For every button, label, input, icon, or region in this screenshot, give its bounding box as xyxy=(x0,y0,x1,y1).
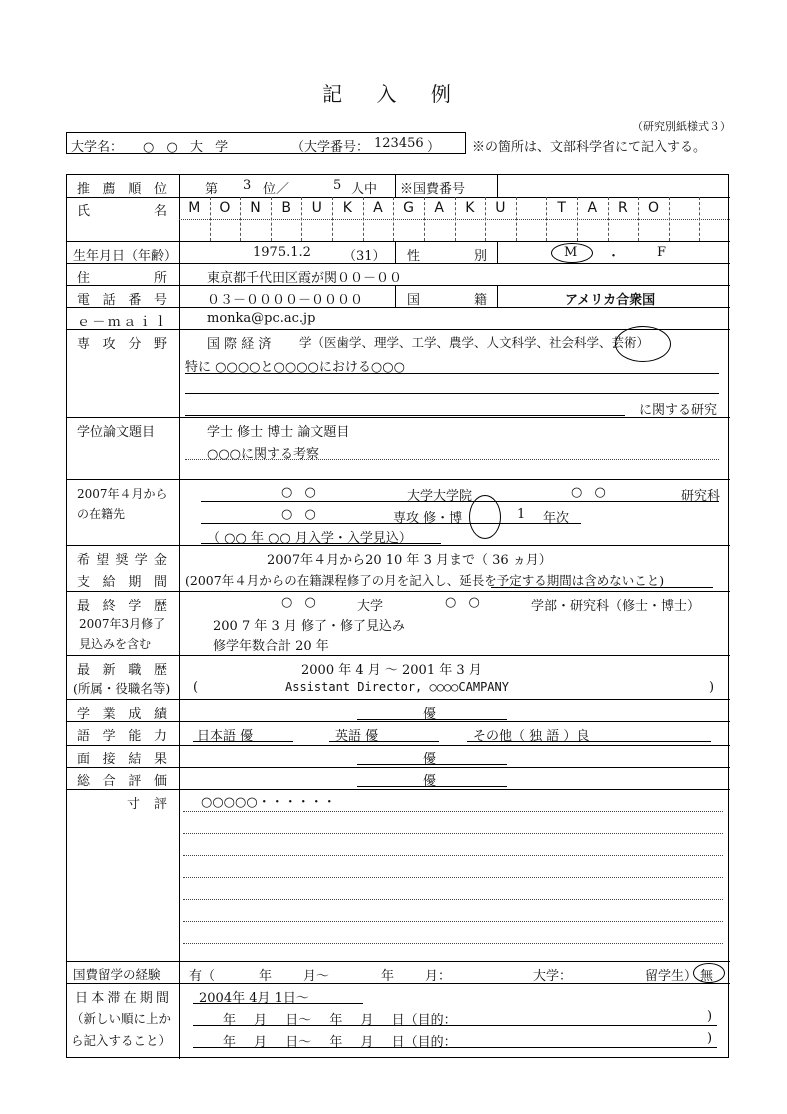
gov-exp-year2: 年 xyxy=(381,969,395,984)
name-cell-divider xyxy=(210,197,211,241)
sex-separator: ・ xyxy=(607,249,621,264)
name-cell-divider xyxy=(699,197,700,241)
stay-label-line2: （新しい順に上か xyxy=(71,1011,172,1026)
univ-number-close: ） xyxy=(427,140,441,155)
name-letter-cell[interactable]: O xyxy=(647,200,659,216)
name-cell-divider xyxy=(424,197,425,241)
email-label: ｅ－ｍａｉｌ xyxy=(77,315,167,330)
language-en[interactable]: 英語 優 xyxy=(335,729,379,744)
major-suffix: 学（医歯学、理学、工学、農学、人文科学、社会科学、芸術） xyxy=(299,335,650,350)
name-cell-divider xyxy=(240,197,241,241)
name-letter-cell[interactable]: R xyxy=(617,200,628,216)
name-letter-cell[interactable]: B xyxy=(281,200,291,216)
gov-exp-student: 留学生） xyxy=(645,969,698,984)
job-label-line1: 最新職歴 xyxy=(77,663,167,678)
name-cell-divider xyxy=(638,197,639,241)
job-role-open: ( xyxy=(193,680,199,695)
interview-value[interactable]: 優 xyxy=(423,752,437,767)
field-selected-circle xyxy=(615,326,671,362)
name-letter-cell[interactable]: K xyxy=(342,200,352,216)
name-letter-cell[interactable]: G xyxy=(403,200,414,216)
name-cell-divider xyxy=(455,197,456,241)
edu-label-line2: 2007年3月修了 xyxy=(79,617,166,631)
enroll-univ-suffix: 大学大学院 xyxy=(407,489,473,504)
overall-label: 総合評価 xyxy=(77,774,167,789)
nationality-label: 国籍 xyxy=(407,293,487,308)
name-letter-cell[interactable]: M xyxy=(188,200,201,216)
major-field[interactable]: 国 際 経 済 xyxy=(207,337,272,352)
gov-exp-univ: 大学： xyxy=(533,969,573,984)
birth-label: 生年月日（年齢） xyxy=(73,249,178,264)
name-cell-divider xyxy=(485,197,486,241)
language-label: 語学能力 xyxy=(77,729,167,744)
grades-label: 学業成績 xyxy=(77,707,167,722)
thesis-label: 学位論文題目 xyxy=(77,425,156,440)
thesis-title[interactable]: ○○○に関する考察 xyxy=(207,447,320,462)
email-value[interactable]: monka@pc.ac.jp xyxy=(207,311,316,326)
major-closing: に関する研究 xyxy=(639,403,718,418)
enroll-dept[interactable]: ○ ○ xyxy=(281,507,320,522)
gov-exp-none[interactable]: 無 xyxy=(700,969,714,984)
stay-row3[interactable]: 年 月 日～ 年 月 日（目的： xyxy=(223,1035,457,1050)
job-period[interactable]: 2000 年 4 月 ～ 2001 年 3 月 xyxy=(301,663,482,678)
name-letter-cell[interactable]: A xyxy=(434,200,444,216)
edu-label-line1: 最終学歴 xyxy=(77,599,167,614)
enroll-school-suffix: 研究科 xyxy=(681,489,721,504)
scholar-label-line1: 希望奨学金 xyxy=(77,553,167,568)
nationality-value[interactable]: アメリカ合衆国 xyxy=(565,293,656,308)
sex-f-option[interactable]: F xyxy=(657,245,667,260)
university-box xyxy=(66,132,466,154)
edu-label-line3: 見込みを含む xyxy=(79,637,152,651)
name-cell-divider xyxy=(271,197,272,241)
rank-label: 推薦順位 xyxy=(77,182,167,197)
scholar-label-line2: 支給期間 xyxy=(77,575,167,590)
gov-number-label: ※国費番号 xyxy=(400,182,466,197)
enroll-entry[interactable]: （ ○○ 年 ○○ 月入学・入学見込） xyxy=(207,531,412,546)
overall-value[interactable]: 優 xyxy=(423,774,437,789)
doctor-selected-circle xyxy=(469,495,501,539)
page-title: 記 入 例 xyxy=(322,82,465,106)
name-letter-cell[interactable]: T xyxy=(557,200,566,216)
rank-suffix: 人中 xyxy=(351,182,378,197)
job-role-close: ) xyxy=(709,680,715,695)
enroll-univ[interactable]: ○ ○ xyxy=(281,485,320,500)
edu-univ-suffix: 大学 xyxy=(357,599,384,614)
name-cell-divider xyxy=(577,197,578,241)
rank-prefix: 第 xyxy=(205,182,219,197)
enroll-dept-suffix: 専攻 修・博 xyxy=(393,511,463,526)
univ-name[interactable]: ○ ○ 大 学 xyxy=(143,140,233,155)
comment-label: 寸評 xyxy=(127,797,167,812)
enroll-label-line1: 2007年４月から xyxy=(77,487,168,501)
language-jp[interactable]: 日本語 優 xyxy=(197,729,254,744)
name-label: 氏名 xyxy=(77,204,167,219)
stay-row2[interactable]: 年 月 日～ 年 月 日（目的： xyxy=(223,1013,457,1028)
edu-univ[interactable]: ○ ○ xyxy=(281,595,320,610)
name-letter-cell[interactable]: U xyxy=(311,200,322,216)
edu-graduation[interactable]: 200 7 年 3 月 修了・修了見込み xyxy=(213,619,406,634)
enroll-year[interactable]: 1 xyxy=(517,507,526,522)
form-number: （研究別紙様式３） xyxy=(632,120,731,133)
major-detail[interactable]: 特に ○○○○と○○○○における○○○ xyxy=(185,360,405,375)
comment-value[interactable]: ○○○○○・・・・・・ xyxy=(201,795,336,810)
phone-value[interactable]: ０３－００００－００００ xyxy=(207,293,364,308)
edu-years[interactable]: 修学年数合計 20 年 xyxy=(213,639,329,654)
gov-exp-year: 年 xyxy=(259,969,273,984)
phone-label: 電話番号 xyxy=(77,293,167,308)
note-text: ※の箇所は、文部科学省にて記入する。 xyxy=(472,140,707,155)
gov-exp-label: 国費留学の経験 xyxy=(73,967,161,982)
name-cell-divider xyxy=(332,197,333,241)
birth-date[interactable]: 1975.1.2 xyxy=(253,245,311,260)
address-value[interactable]: 東京都千代田区霞が関００－００ xyxy=(207,271,403,286)
gov-exp-has[interactable]: 有（ xyxy=(189,969,216,984)
name-cell-divider xyxy=(393,197,394,241)
name-letter-cell[interactable]: K xyxy=(465,200,475,216)
univ-number-label: （大学番号： xyxy=(291,140,370,155)
job-label-line2: (所属・役職名等) xyxy=(73,681,171,696)
sex-m-option[interactable]: M xyxy=(564,245,578,260)
gov-exp-month: 月～ xyxy=(303,969,330,984)
thesis-options: 学士 修士 博士 論文題目 xyxy=(207,425,350,440)
gov-exp-month2: 月： xyxy=(425,969,452,984)
major-label: 専攻分野 xyxy=(77,337,167,352)
interview-label: 面接結果 xyxy=(77,752,167,767)
language-other[interactable]: その他（ 独 語 ）良 xyxy=(473,729,590,744)
scholar-period[interactable]: 2007年４月から20 10 年 3 月まで（ 36 ヵ月） xyxy=(267,553,552,568)
name-cell-divider xyxy=(516,197,517,241)
name-letter-cell[interactable]: O xyxy=(219,200,231,216)
grades-value[interactable]: 優 xyxy=(423,707,437,722)
stay-label-line3: ら記入すること） xyxy=(71,1033,172,1048)
rank-value[interactable]: 3 xyxy=(243,178,252,193)
enroll-label-line2: の在籍先 xyxy=(77,507,126,521)
name-letter-cell[interactable]: N xyxy=(250,200,261,216)
stay-row2-close: ) xyxy=(707,1009,713,1024)
age-value[interactable]: （31） xyxy=(343,249,386,264)
name-letter-cell[interactable]: U xyxy=(495,200,506,216)
name-cell-divider xyxy=(546,197,547,241)
stay-row3-close: ) xyxy=(707,1031,713,1046)
name-letter-cell[interactable]: A xyxy=(373,200,383,216)
rank-total[interactable]: 5 xyxy=(333,178,342,193)
stay-label-line1: 日本滞在期間 xyxy=(75,991,169,1006)
name-cell-divider xyxy=(669,197,670,241)
enroll-school[interactable]: ○ ○ xyxy=(571,485,610,500)
name-cell-divider xyxy=(363,197,364,241)
scholar-note: (2007年４月からの在籍課程修了の月を記入し、延長を予定する期間は含めないこと) xyxy=(185,573,665,588)
application-form xyxy=(66,174,729,1058)
sex-label: 性別 xyxy=(407,249,487,264)
job-role[interactable]: Assistant Director, ○○○○CAMPANY xyxy=(285,680,509,694)
name-letter-cell[interactable]: A xyxy=(587,200,598,216)
name-cell-divider xyxy=(608,197,609,241)
address-label: 住所 xyxy=(77,271,167,286)
univ-label: 大学名： xyxy=(71,140,124,155)
edu-faculty-suffix: 学部・研究科（修士・博士） xyxy=(531,599,701,614)
rank-middle: 位／ xyxy=(263,182,290,197)
stay-row1[interactable]: 2004年 4月 1日～ xyxy=(199,991,309,1006)
name-cell-divider xyxy=(301,197,302,241)
enroll-year-suffix: 年次 xyxy=(543,511,570,526)
univ-number[interactable]: 123456 xyxy=(374,136,424,151)
edu-faculty[interactable]: ○ ○ xyxy=(445,595,484,610)
